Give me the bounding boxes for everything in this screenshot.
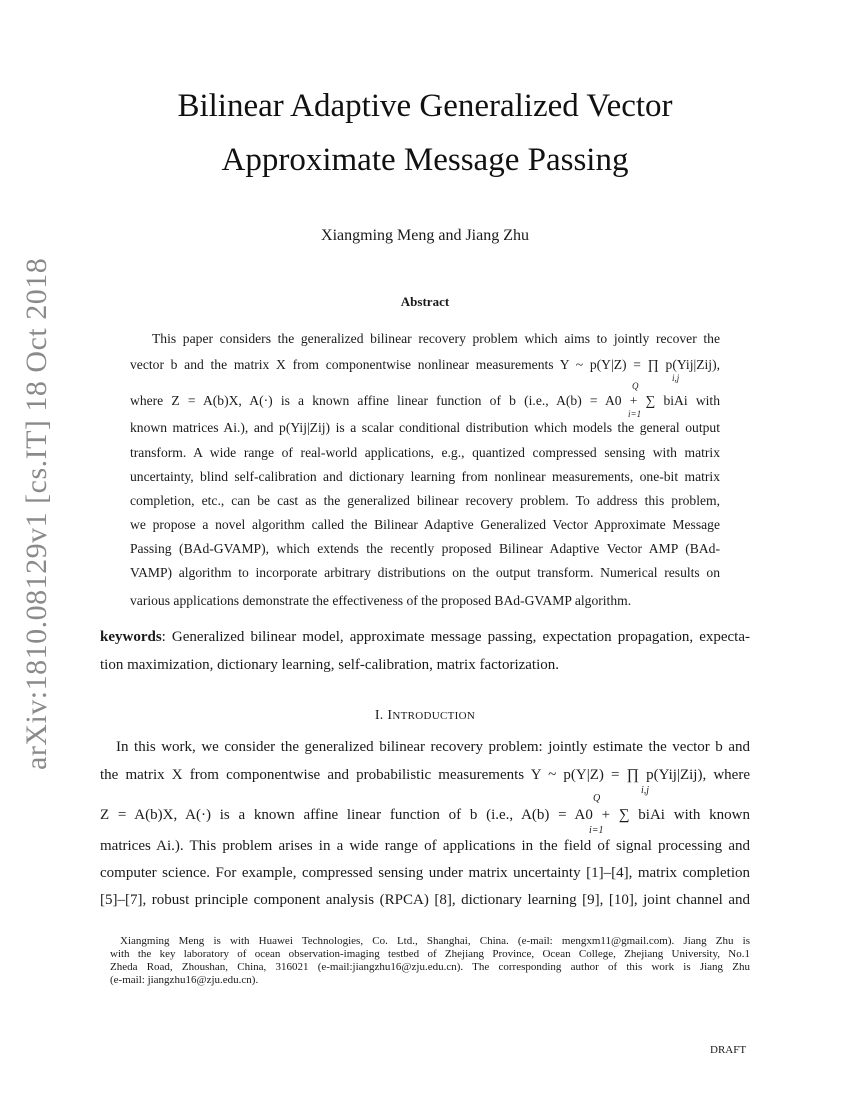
section-number: I.	[374, 708, 384, 723]
arxiv-stamp: arXiv:1810.08129v1 [cs.IT] 18 Oct 2018	[20, 257, 53, 770]
keywords-line-1	[100, 628, 750, 646]
body-line: matrices Ai.). This problem arises in a wide range of applications in the field of signal processing and	[100, 838, 750, 854]
paper-title-line-1: Bilinear Adaptive Generalized Vector	[177, 88, 673, 124]
abstract-line: This paper considers the generalized bilinear recovery problem which aims to jointly recover the	[152, 331, 720, 346]
abstract-line: we propose a novel algorithm called the Bilinear Adaptive Generalized Vector Approximate Message	[130, 517, 720, 532]
footnote-line: with the key laboratory of ocean observation-imaging testbed of Zhejiang Province, Ocean College, Zhejiang University, No.1	[110, 948, 750, 960]
sum-subscript: i=1	[589, 825, 604, 836]
body-line: In this work, we consider the generalized bilinear recovery problem: jointly estimate the vector b and	[116, 739, 750, 755]
author-list: Xiangming Meng and Jiang Zhu	[321, 227, 529, 244]
sum-subscript: i=1	[628, 409, 642, 419]
sum-superscript: Q	[593, 793, 601, 804]
section-title-initial: I	[387, 708, 393, 723]
footnote-line: Xiangming Meng is with Huawei Technologies, Co. Ltd., Shanghai, China. (e-mail: mengxm11@gmail.com). Jiang Zhu is	[120, 935, 750, 947]
draft-label: DRAFT	[710, 1044, 747, 1056]
abstract-line: uncertainty, blind self-calibration and dictionary learning from nonlinear measurements, one-bit matrix	[130, 469, 720, 484]
abstract-line: transform. A wide range of real-world applications, e.g., quantized compressed sensing with matrix	[130, 445, 720, 460]
keywords-text: : Generalized bilinear model, approximate message passing, expectation propagation, expecta-	[161, 629, 750, 645]
footnote-line: (e-mail: jiangzhu16@zju.edu.cn).	[110, 974, 259, 986]
abstract-line: VAMP) algorithm to incorporate arbitrary distributions on the output transform. Numerical results on	[130, 565, 720, 580]
section-title-rest: NTRODUCTION	[392, 710, 476, 722]
keywords-label: keywords	[100, 629, 162, 645]
abstract-line: various applications demonstrate the effectiveness of the proposed BAd-GVAMP algorithm.	[130, 593, 632, 608]
prod-subscript: i,j	[672, 373, 680, 383]
abstract-heading: Abstract	[400, 294, 450, 309]
keywords-line-2: tion maximization, dictionary learning, self-calibration, matrix factorization.	[100, 657, 560, 673]
body-line: computer science. For example, compressed sensing under matrix uncertainty [1]–[4], matrix completion	[100, 865, 750, 881]
abstract-line: Passing (BAd-GVAMP), which extends the recently proposed Bilinear Adaptive Vector AMP (BAd-	[130, 541, 720, 556]
abstract-line: where Z = A(b)X, A(·) is a known affine linear function of b (i.e., A(b) = A0 + ∑ biAi with	[130, 393, 720, 408]
prod-subscript: i,j	[641, 785, 650, 796]
section-heading-introduction	[0, 708, 850, 724]
abstract-line: completion, etc., can be cast as the generalized bilinear recovery problem. To address this problem,	[130, 493, 720, 508]
body-line: [5]–[7], robust principle component analysis (RPCA) [8], dictionary learning [9], [10], joint channel and	[100, 892, 750, 908]
abstract-line: known matrices Ai.), and p(Yij|Zij) is a scalar conditional distribution which models the general output	[130, 420, 720, 435]
body-line: Z = A(b)X, A(·) is a known affine linear function of b (i.e., A(b) = A0 + ∑ biAi with known	[100, 807, 750, 823]
footnote-line: Zheda Road, Zhoushan, China, 316021 (e-mail:jiangzhu16@zju.edu.cn). The corresponding author of this work is Jiang Zhu	[110, 961, 750, 973]
paper-title-line-2: Approximate Message Passing	[221, 142, 629, 178]
sum-superscript: Q	[632, 381, 639, 391]
abstract-line: vector b and the matrix X from componentwise nonlinear measurements Y ~ p(Y|Z) = ∏ p(Yij|Zij),	[130, 357, 720, 372]
body-line: the matrix X from componentwise and probabilistic measurements Y ~ p(Y|Z) = ∏ p(Yij|Zij), where	[100, 767, 750, 783]
